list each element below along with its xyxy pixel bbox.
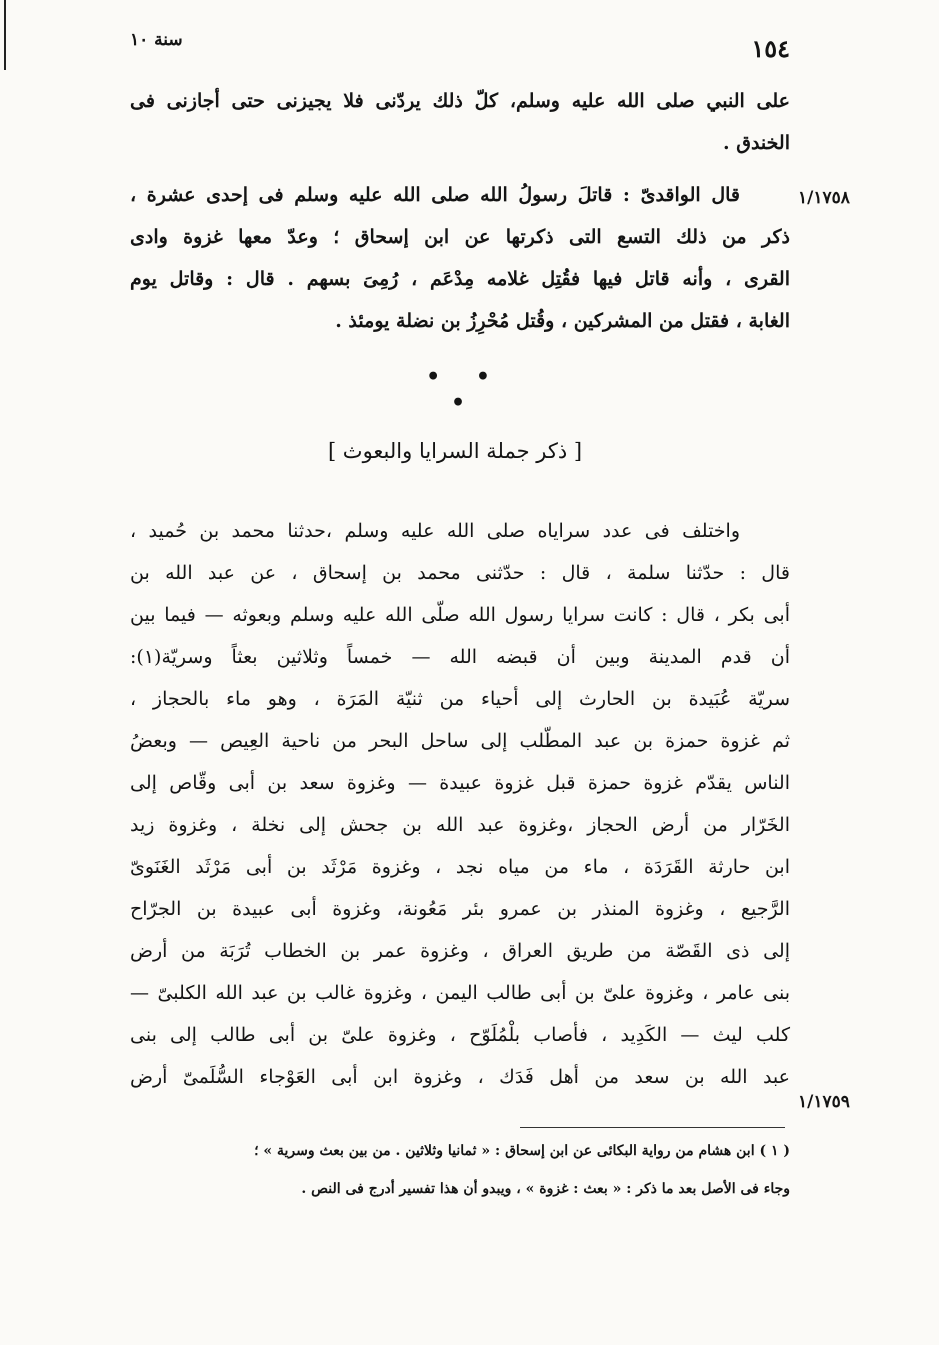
paragraph-line: الناس يقدّم غزوة حمزة قبل غزوة عبيدة — وغزوة سعد بن أبى وقّاص إلى (130, 772, 790, 794)
scan-edge-mark (4, 0, 6, 70)
section-separator: • • • (426, 364, 504, 416)
paragraph-line: الخَرّار من أرض الحجاز ،وغزوة عبد الله بن جحش إلى نخلة ، وغزوة زيد (130, 814, 790, 836)
paragraph-line: أن قدم المدينة وبين أن قبضه الله — خمساً وثلاثين بعثاً وسريّة(١): (130, 646, 790, 668)
section-title: [ ذكر جملة السرايا والبعوث ] (327, 439, 583, 463)
paragraph-line: بنى عامر ، وغزوة علىّ بن أبى طالب اليمن ، وغزوة غالب بن عبد الله الكلبىّ — (130, 982, 790, 1004)
footnote-line: وجاء فى الأصل بعد ما ذكر : « بعث : غزوة » ، ويبدو أن هذا تفسير أدرج فى النص . (301, 1181, 790, 1197)
paragraph-line: القرى ، وأنه قاتل فيها فقُتِل غلامه مِدْعَم ، رُمِىَ بسهم . قال : وقاتل يوم (130, 268, 790, 290)
paragraph-line: أبى بكر ، قال : كانت سرايا رسول الله صلّى الله عليه وسلم وبعوثه — فيما بين (130, 604, 790, 626)
top-paragraph (130, 80, 790, 164)
footnotes (120, 1132, 790, 1208)
year-label: سنة ١٠ (130, 30, 183, 50)
paragraph-line: الغابة ، فقتل من المشركين ، وقُتل مُحْرِزُ بن نضلة يومئذ . (335, 310, 790, 332)
footnote-line: ( ١ ) ابن هشام من رواية البكائى عن ابن إسحاق : « ثمانيا وثلاثين . من بين بعث وسرية » ؛ (254, 1143, 790, 1159)
paragraph-line: ذكر من ذلك التسع التى ذكرتها عن ابن إسحاق ؛ وعدّ معها غزوة وادى (130, 226, 790, 248)
paragraph-line: الرَّجيع ، وغزوة المنذر بن عمرو بئر مَعُونة، وغزوة أبى عبيدة بن الجرّاح (130, 898, 790, 920)
footnote-divider (520, 1127, 785, 1128)
paragraph-line: سريّة عُبَيدة بن الحارث إلى أحياء من ثنيّة المَرَة ، وهو ماء بالحجاز ، (130, 688, 790, 710)
margin-reference: ١/١٧٥٨ (798, 188, 850, 208)
paragraph-line: قال : حدّثنا سلمة ، قال : حدّثنى محمد بن إسحاق ، عن عبد الله بن (130, 562, 790, 584)
paragraph-line: ابن حارثة القَرَدَة ، ماء من مياه نجد ، وغزوة مَرْثَد بن أبى مَرْثَد الغَنَوىّ (130, 856, 790, 878)
page-number: ١٥٤ (751, 34, 790, 63)
paragraph-line: ثم غزوة حمزة بن عبد المطّلب إلى ساحل البحر من ناحية العِيص — وبعضُ (130, 730, 790, 752)
paragraph-line: كلب ليث — الكَدِيد ، فأصاب بلْمُلَوّح ، وغزوة علىّ بن أبى طالب إلى بنى (130, 1024, 790, 1046)
paragraph-line: قال الواقدىّ : قاتلَ رسولُ الله صلى الله عليه وسلم فى إحدى عشرة ، (130, 184, 740, 206)
waqidi-paragraph (130, 174, 790, 342)
main-paragraph (130, 510, 790, 1098)
paragraph-line: إلى ذى القَصّة من طريق العراق ، وغزوة عمر بن الخطاب تُرَبَة من أرض (130, 940, 790, 962)
paragraph-line: الخندق . (722, 132, 790, 154)
paragraph-line: واختلف فى عدد سراياه صلى الله عليه وسلم ،حدثنا محمد بن حُميد ، (130, 520, 740, 542)
paragraph-line: عبد الله بن سعد من أهل فَدَك ، وغزوة ابن أبى العَوْجاء السُّلَمىّ أرض (130, 1066, 790, 1088)
margin-reference: ١/١٧٥٩ (798, 1092, 850, 1112)
paragraph-line: على النبي صلى الله عليه وسلم، كلّ ذلك يردّنى فلا يجيزنى حتى أجازنى فى (130, 90, 790, 112)
page-header (130, 28, 790, 68)
